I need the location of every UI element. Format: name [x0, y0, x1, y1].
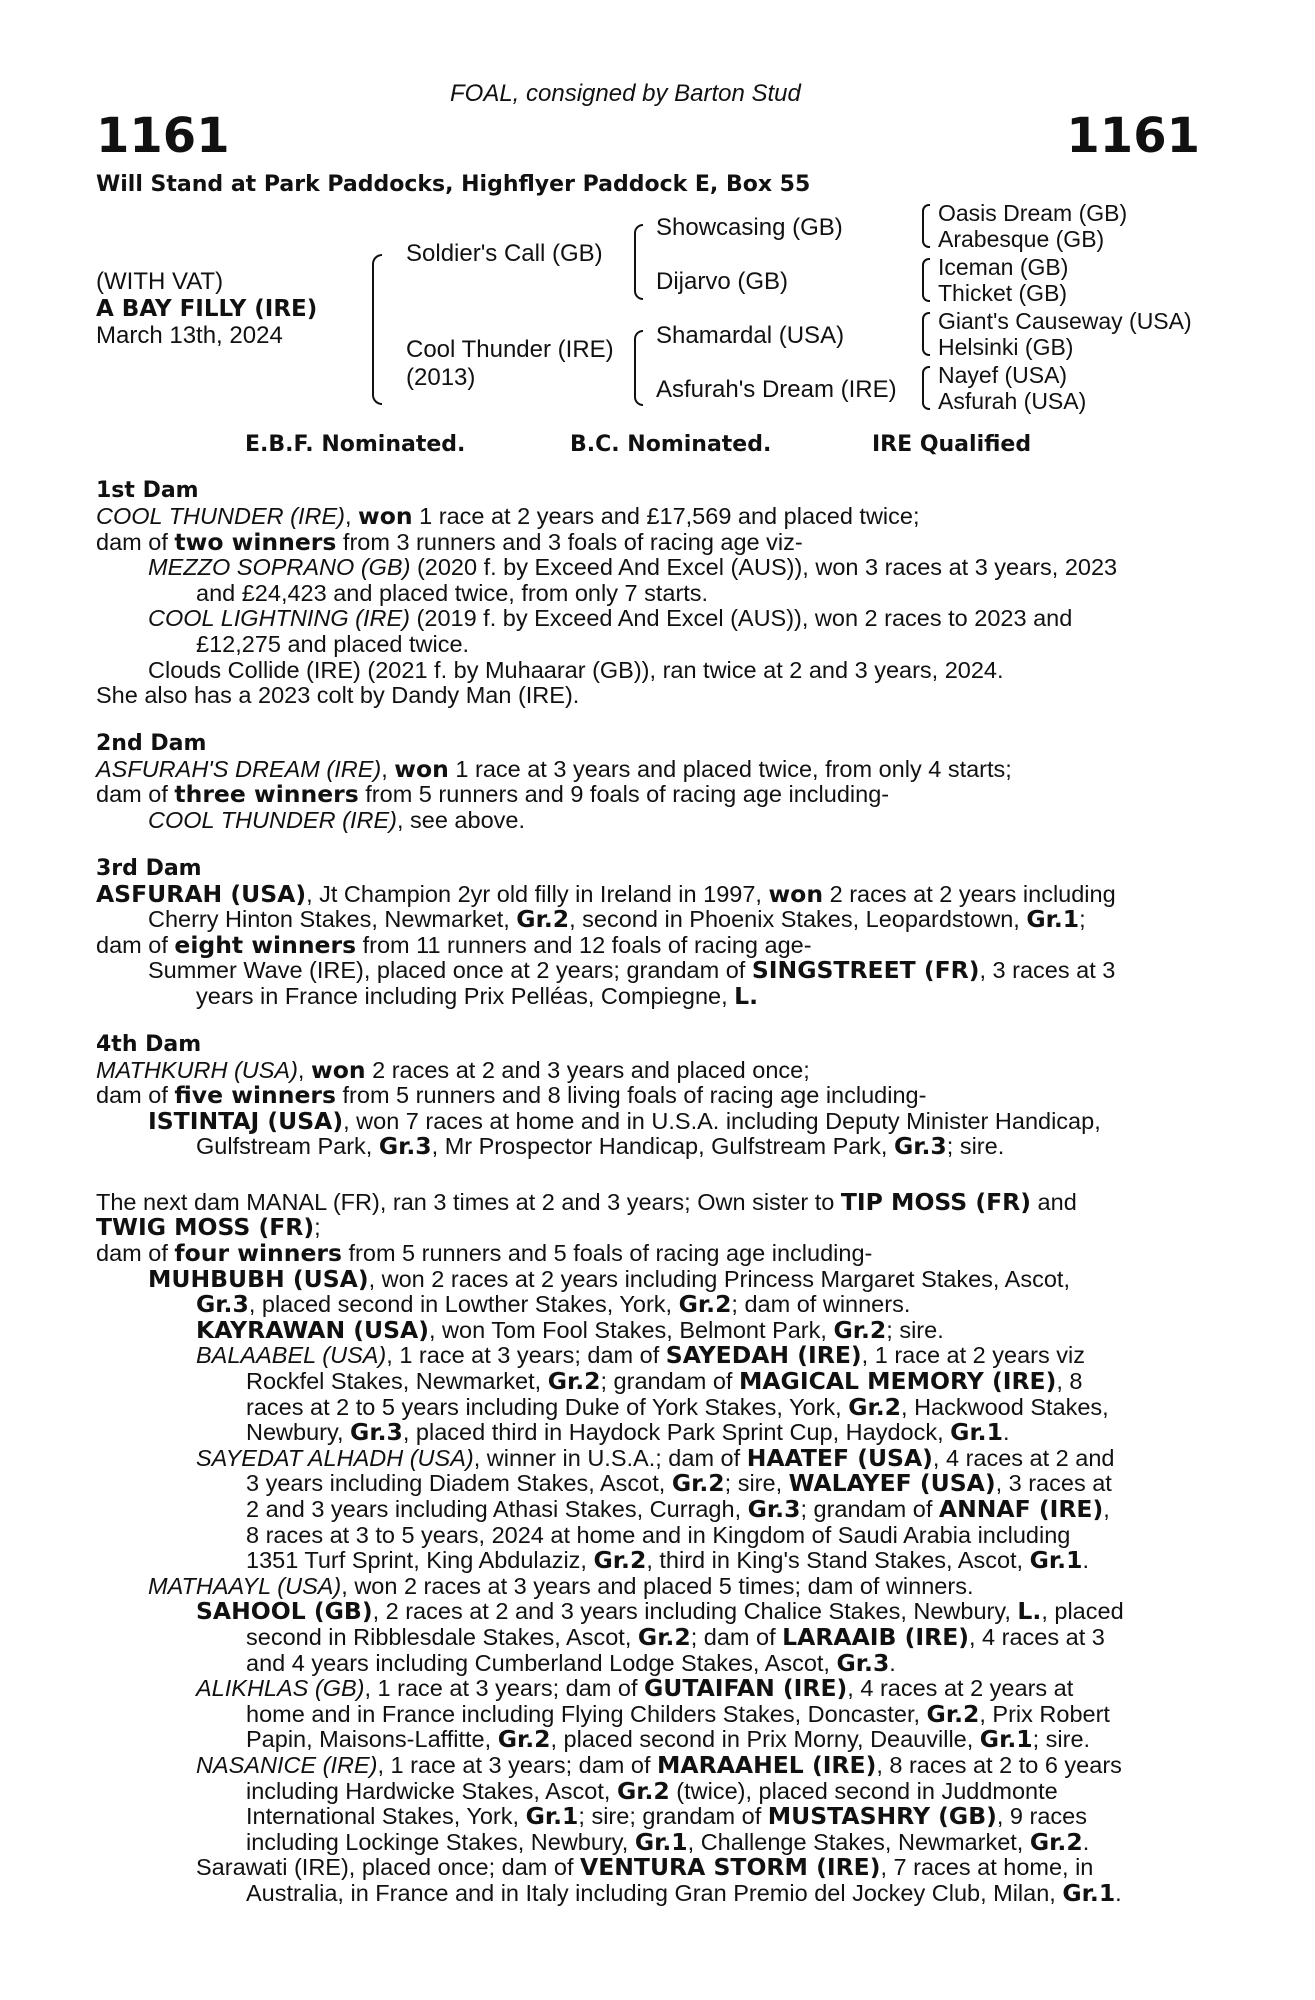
- record-line: [96, 1676, 1206, 1702]
- sire-name: Soldier's Call (GB): [406, 240, 603, 267]
- text: races at 2 to 5 years including Duke of York Stakes, York,: [246, 1393, 849, 1420]
- record-line: [96, 504, 1206, 530]
- text: She also has a 2023 colt by Dandy Man (IRE).: [96, 682, 580, 709]
- text: , 1 race at 3 years; dam of: [386, 1342, 666, 1369]
- bold-text: won: [768, 879, 824, 908]
- stabling-location: Will Stand at Park Paddocks, Highflyer Paddock E, Box 55: [96, 172, 811, 197]
- text: , placed: [1041, 1598, 1124, 1625]
- bold-text: SINGSTREET (FR): [751, 956, 980, 985]
- record-line: [96, 930, 1206, 959]
- text: , 4 races at 2 years at: [847, 1675, 1074, 1702]
- text: home and in France including Flying Childers Stakes, Doncaster,: [246, 1700, 927, 1727]
- pedigree-brace-sire: [634, 224, 643, 300]
- grand-2: Arabesque (GB): [938, 226, 1105, 252]
- text: Sarawati (IRE), placed once; dam of: [196, 1854, 581, 1881]
- text: ; sire; grandam of: [578, 1803, 768, 1830]
- record-line: [96, 527, 1206, 556]
- text: , Hackwood Stakes,: [901, 1393, 1109, 1420]
- dam-name: Cool Thunder (IRE): [406, 336, 614, 363]
- text: including Lockinge Stakes, Newbury,: [246, 1828, 635, 1855]
- bold-text: SAYEDAH (IRE): [665, 1341, 862, 1370]
- bold-text: five winners: [174, 1081, 336, 1110]
- text: ,: [297, 1056, 311, 1083]
- text: Summer Wave (IRE), placed once at 2 years; grandam of: [148, 957, 752, 984]
- record-line: [96, 1776, 1206, 1805]
- text: , 2 races at 2 and 3 years including Chalice Stakes, Newbury,: [372, 1598, 1018, 1625]
- bold-text: MARAAHEL (IRE): [657, 1750, 877, 1779]
- italic-text: COOL THUNDER (IRE): [148, 806, 397, 833]
- bold-text: KAYRAWAN (USA): [196, 1315, 429, 1344]
- bold-text: Gr.3: [893, 1132, 947, 1161]
- text: The next dam MANAL (FR), ran 3 times at 2 and 3 years; Own sister to: [96, 1188, 841, 1215]
- text: , 1 race at 3 years; dam of: [364, 1675, 645, 1702]
- dam-sire: Shamardal (USA): [656, 322, 845, 349]
- record-line: [96, 958, 1206, 984]
- record-line: [96, 1292, 1206, 1318]
- italic-text: NASANICE (IRE): [196, 1751, 378, 1778]
- italic-text: SAYEDAT ALHADH (USA): [196, 1444, 474, 1471]
- bold-text: three winners: [174, 780, 359, 809]
- text: , winner in U.S.A.; dam of: [473, 1444, 747, 1471]
- text: ,: [1103, 1496, 1110, 1522]
- text: 3 years including Diadem Stakes, Ascot,: [246, 1470, 672, 1497]
- bold-text: ANNAF (IRE): [938, 1495, 1104, 1523]
- text: (2019 f. by Exceed And Excel (AUS)), won 2 races to 2023 and: [410, 605, 1073, 632]
- text: , 7 races at home, in: [880, 1854, 1094, 1881]
- pedigree-brace-g1: [922, 204, 930, 248]
- grand-1: Oasis Dream (GB): [938, 200, 1128, 226]
- record-line: [96, 879, 1206, 908]
- sire-sire: Showcasing (GB): [656, 214, 843, 241]
- grand-5: Giant's Causeway (USA): [938, 308, 1192, 334]
- text: International Stakes, York,: [246, 1803, 526, 1830]
- text: .: [1002, 1419, 1010, 1446]
- bold-text: won: [310, 1055, 366, 1084]
- record-line: [96, 1187, 1206, 1216]
- bold-text: four winners: [174, 1239, 342, 1268]
- record-line: [96, 555, 1206, 581]
- record-line: [96, 1548, 1206, 1574]
- bold-text: Gr.1: [950, 1418, 1003, 1447]
- text: , see above.: [396, 806, 525, 833]
- record-line: [96, 1699, 1206, 1728]
- dam-dam: Asfurah's Dream (IRE): [656, 376, 897, 403]
- bold-text: Gr.2: [926, 1699, 980, 1728]
- bold-text: Gr.1: [634, 1827, 688, 1856]
- record-line: [96, 808, 1206, 834]
- text: ; sire.: [1032, 1726, 1091, 1753]
- sire-dam: Dijarvo (GB): [656, 268, 789, 295]
- dam-section: [96, 731, 1206, 834]
- text: , 1 race at 2 years viz: [861, 1342, 1085, 1369]
- text: Gulfstream Park,: [196, 1133, 379, 1160]
- text: dam of: [96, 781, 175, 808]
- text: 2 and 3 years including Athasi Stakes, Curragh,: [246, 1496, 748, 1522]
- record-line: [96, 1855, 1206, 1881]
- record-line: [96, 1827, 1206, 1856]
- grand-3: Iceman (GB): [938, 254, 1069, 280]
- text: , won 2 races at 3 years and placed 5 times; dam of winners.: [341, 1572, 974, 1599]
- text: (twice), placed second in Juddmonte: [669, 1777, 1058, 1804]
- text: Newbury,: [246, 1419, 351, 1446]
- text: , won 7 races at home and in U.S.A. including Deputy Minister Handicap,: [343, 1107, 1101, 1134]
- bold-text: Gr.2: [848, 1392, 902, 1421]
- section-heading: 1st Dam: [96, 478, 199, 503]
- horse-name: A BAY FILLY (IRE): [96, 296, 318, 322]
- bold-text: Gr.2: [547, 1367, 601, 1396]
- bold-text: VENTURA STORM (IRE): [580, 1853, 881, 1882]
- grand-4: Thicket (GB): [938, 280, 1068, 306]
- foaling-date: March 13th, 2024: [96, 322, 283, 349]
- record-line: [96, 1878, 1206, 1907]
- pedigree-brace-dam: [634, 330, 643, 406]
- record-line: [96, 1443, 1206, 1472]
- record-line: [96, 1241, 1206, 1267]
- text: ,: [381, 755, 395, 782]
- dam-section: [96, 478, 1206, 709]
- record-line: [96, 1622, 1206, 1651]
- bold-text: TIP MOSS (FR): [840, 1187, 1032, 1216]
- record-line: [96, 1392, 1206, 1421]
- record-line: [96, 1315, 1206, 1344]
- bold-text: won: [394, 754, 449, 783]
- pedigree-brace-main: [372, 254, 382, 405]
- text: , Prix Robert: [979, 1700, 1110, 1727]
- dam-section: [96, 856, 1206, 1010]
- italic-text: MATHAAYL (USA): [148, 1572, 342, 1599]
- bold-text: Gr.2: [616, 1776, 670, 1805]
- text: ,: [344, 503, 359, 529]
- bold-text: Gr.2: [833, 1315, 887, 1344]
- record-line: [96, 1083, 1206, 1109]
- text: ; sire,: [724, 1470, 789, 1497]
- bold-text: Gr.2: [593, 1546, 647, 1575]
- bold-text: Gr.1: [1026, 905, 1080, 934]
- text: .: [889, 1649, 896, 1676]
- text: , 8 races at 2 to 6 years: [876, 1751, 1122, 1778]
- text: including Hardwicke Stakes, Ascot,: [246, 1777, 617, 1804]
- text: from 11 runners and 12 foals of racing age-: [356, 931, 812, 958]
- bold-text: ASFURAH (USA): [96, 879, 307, 908]
- text: , placed second in Lowther Stakes, York,: [248, 1291, 679, 1318]
- record-line: [96, 1343, 1206, 1369]
- pedigree-brace-g3: [922, 312, 930, 356]
- text: , Jt Champion 2yr old filly in Ireland in 1997,: [306, 880, 769, 907]
- text: , Mr Prospector Handicap, Gulfstream Park,: [431, 1133, 894, 1160]
- text: , third in King's Stand Stakes, Ascot,: [646, 1547, 1030, 1574]
- italic-text: ASFURAH'S DREAM (IRE): [96, 755, 382, 782]
- italic-text: COOL THUNDER (IRE): [96, 503, 345, 529]
- text: from 5 runners and 8 living foals of racing age including-: [335, 1082, 927, 1109]
- dam-section: [96, 1032, 1206, 1160]
- text: dam of: [96, 528, 175, 555]
- text: ; dam of: [690, 1623, 783, 1650]
- italic-text: ALIKHLAS (GB): [196, 1675, 365, 1702]
- text: and £24,423 and placed twice, from only 7 starts.: [196, 579, 709, 606]
- text: ; sire.: [946, 1133, 1005, 1160]
- bold-text: Gr.3: [747, 1495, 801, 1523]
- bold-text: LARAAIB (IRE): [782, 1622, 969, 1651]
- section-heading: 2nd Dam: [96, 730, 207, 756]
- bold-text: SAHOOL (GB): [196, 1597, 373, 1626]
- bold-text: L.: [1017, 1597, 1042, 1626]
- text: ; grandam of: [800, 1496, 939, 1522]
- grand-8: Asfurah (USA): [938, 388, 1087, 414]
- pedigree-brace-g2: [922, 258, 930, 302]
- ire-qualified: IRE Qualified: [872, 432, 1032, 457]
- text: , 3 races at 3: [979, 957, 1116, 984]
- text: ;: [1079, 906, 1086, 933]
- record-line: [96, 1264, 1206, 1293]
- text: ; grandam of: [600, 1368, 739, 1395]
- lot-number-left: 1161: [96, 108, 230, 164]
- text: ; dam of winners.: [731, 1291, 911, 1318]
- consignment-line: FOAL, consigned by Barton Stud: [450, 80, 801, 107]
- text: ;: [314, 1214, 321, 1241]
- text: 1351 Turf Sprint, King Abdulaziz,: [246, 1547, 594, 1574]
- dam-foaled-year: (2013): [406, 364, 476, 391]
- text: and 4 years including Cumberland Lodge Stakes, Ascot,: [246, 1649, 837, 1676]
- record-line: [96, 1134, 1206, 1160]
- bold-text: MUSTASHRY (GB): [767, 1802, 997, 1831]
- italic-text: BALAABEL (USA): [196, 1342, 387, 1369]
- record-line: [96, 606, 1206, 632]
- italic-text: COOL LIGHTNING (IRE): [148, 605, 411, 632]
- bold-text: Gr.1: [1062, 1878, 1116, 1907]
- record-line: [96, 1420, 1206, 1446]
- pedigree-brace-g4: [922, 366, 930, 410]
- record-line: [96, 1727, 1206, 1753]
- bold-text: GUTAIFAN (IRE): [644, 1674, 848, 1703]
- record-line: [96, 754, 1206, 783]
- text: Rockfel Stakes, Newmarket,: [246, 1368, 548, 1395]
- record-line: [96, 632, 1206, 658]
- text: from 5 runners and 9 foals of racing age including-: [358, 781, 890, 808]
- bold-text: Gr.2: [516, 905, 570, 934]
- bold-text: Gr.3: [836, 1648, 890, 1677]
- record-line: [96, 782, 1206, 808]
- bold-text: Gr.3: [350, 1418, 403, 1447]
- text: 2 races at 2 and 3 years and placed once;: [365, 1056, 810, 1083]
- bold-text: Gr.1: [525, 1802, 579, 1831]
- text: , placed third in Haydock Park Sprint Cup, Haydock,: [402, 1419, 951, 1446]
- text: ; sire.: [886, 1316, 944, 1343]
- record-line: [96, 658, 1206, 684]
- grand-6: Helsinki (GB): [938, 334, 1074, 360]
- text: , 8: [1056, 1368, 1083, 1395]
- text: , placed second in Prix Morny, Deauville,: [550, 1726, 980, 1753]
- record-line: [96, 1648, 1206, 1677]
- text: , 1 race at 3 years; dam of: [377, 1751, 658, 1778]
- record-line: [96, 1804, 1206, 1830]
- produce-record: [96, 478, 1206, 1907]
- text: .: [1082, 1828, 1090, 1855]
- bold-text: Gr.3: [378, 1132, 432, 1161]
- text: , 9 races: [996, 1803, 1087, 1830]
- record-line: [96, 1215, 1206, 1241]
- bold-text: Gr.1: [1029, 1546, 1083, 1575]
- lot-number-right: 1161: [1066, 108, 1200, 164]
- text: and: [1031, 1188, 1077, 1215]
- text: years in France including Prix Pelléas, Compiegne,: [196, 982, 735, 1009]
- text: , Challenge Stakes, Newmarket,: [687, 1828, 1030, 1855]
- text: .: [1082, 1547, 1089, 1574]
- text: Papin, Maisons-Laffitte,: [246, 1726, 498, 1753]
- text: , 4 races at 3: [969, 1623, 1105, 1650]
- text: dam of: [96, 1240, 175, 1267]
- text: , second in Phoenix Stakes, Leopardstown,: [569, 906, 1027, 933]
- record-line: [96, 683, 1206, 709]
- dam-section: [96, 1187, 1206, 1907]
- section-heading: 4th Dam: [96, 1031, 202, 1057]
- record-line: [96, 1574, 1206, 1600]
- text: (2020 f. by Exceed And Excel (AUS)), won 3 races at 3 years, 2023: [410, 554, 1118, 581]
- bold-text: MUHBUBH (USA): [148, 1264, 369, 1293]
- record-line: [96, 907, 1206, 933]
- text: Clouds Collide (IRE) (2021 f. by Muhaarar (GB)), ran twice at 2 and 3 years, 2024.: [148, 656, 1004, 683]
- italic-text: MEZZO SOPRANO (GB): [148, 554, 411, 581]
- record-line: [96, 581, 1206, 607]
- text: , won 2 races at 2 years including Princess Margaret Stakes, Ascot,: [368, 1265, 1070, 1292]
- record-line: [96, 1106, 1206, 1135]
- vat-note: (WITH VAT): [96, 268, 224, 295]
- record-line: [96, 1369, 1206, 1395]
- bold-text: HAATEF (USA): [746, 1443, 933, 1472]
- record-line: [96, 1055, 1206, 1084]
- text: 1 race at 2 years and £17,569 and placed twice;: [412, 503, 920, 529]
- record-line: [96, 981, 1206, 1010]
- text: £12,275 and placed twice.: [196, 630, 470, 657]
- bold-text: two winners: [174, 527, 337, 556]
- bc-nominated: B.C. Nominated.: [570, 432, 772, 457]
- bold-text: eight winners: [174, 930, 357, 959]
- bold-text: ISTINTAJ (USA): [148, 1106, 344, 1135]
- bold-text: Gr.2: [671, 1469, 725, 1498]
- record-line: [96, 1471, 1206, 1497]
- text: .: [1115, 1879, 1122, 1906]
- grand-7: Nayef (USA): [938, 362, 1068, 388]
- bold-text: Gr.2: [1029, 1827, 1083, 1856]
- italic-text: MATHKURH (USA): [96, 1056, 298, 1083]
- text: second in Ribblesdale Stakes, Ascot,: [246, 1623, 638, 1650]
- text: dam of: [96, 1082, 175, 1109]
- bold-text: WALAYEF (USA): [788, 1469, 996, 1498]
- text: 8 races at 3 to 5 years, 2024 at home and in Kingdom of Saudi Arabia including: [246, 1521, 1071, 1548]
- bold-text: L.: [734, 981, 759, 1010]
- record-line: [96, 1497, 1206, 1523]
- text: , won Tom Fool Stakes, Belmont Park,: [428, 1316, 834, 1343]
- bold-text: won: [358, 502, 413, 530]
- text: from 5 runners and 5 foals of racing age including-: [342, 1240, 873, 1267]
- bold-text: Gr.2: [497, 1725, 551, 1754]
- text: 2 races at 2 years including: [823, 880, 1116, 907]
- ebf-nominated: E.B.F. Nominated.: [245, 432, 466, 457]
- text: from 3 runners and 3 foals of racing age viz-: [336, 528, 803, 555]
- record-line: [96, 1523, 1206, 1549]
- bold-text: TWIG MOSS (FR): [96, 1213, 315, 1242]
- text: Australia, in France and in Italy including Gran Premio del Jockey Club, Milan,: [246, 1879, 1063, 1906]
- bold-text: Gr.2: [678, 1290, 732, 1319]
- bold-text: Gr.3: [196, 1290, 249, 1319]
- section-heading: 3rd Dam: [96, 855, 202, 881]
- record-line: [96, 1750, 1206, 1779]
- bold-text: MAGICAL MEMORY (IRE): [738, 1367, 1057, 1396]
- text: Cherry Hinton Stakes, Newmarket,: [148, 906, 517, 933]
- text: dam of: [96, 931, 175, 958]
- bold-text: Gr.2: [637, 1622, 691, 1651]
- text: , 3 races at: [995, 1470, 1112, 1497]
- text: 1 race at 3 years and placed twice, from only 4 starts;: [448, 755, 1012, 782]
- text: , 4 races at 2 and: [932, 1444, 1115, 1471]
- record-line: [96, 1599, 1206, 1625]
- bold-text: Gr.1: [979, 1725, 1033, 1754]
